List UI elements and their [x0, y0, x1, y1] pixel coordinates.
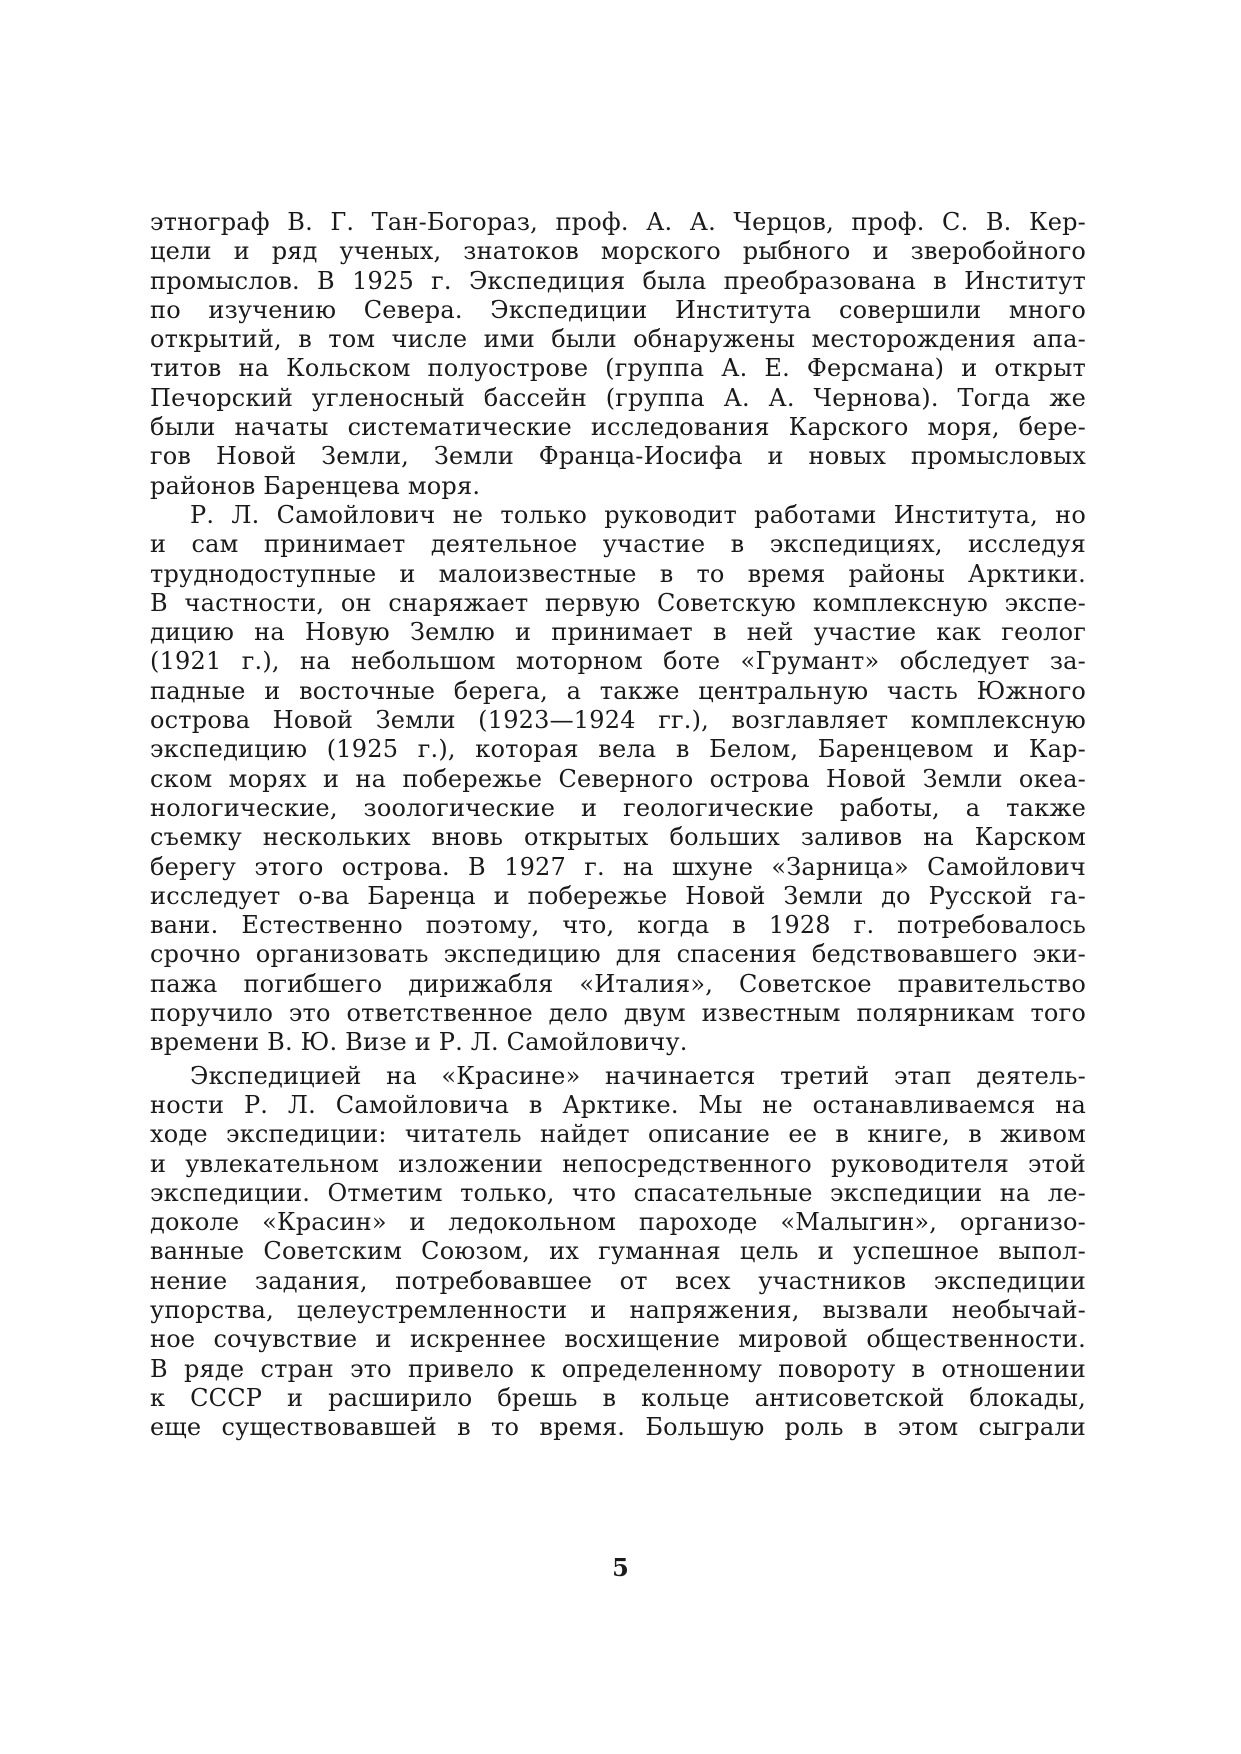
- text-line: к СССР и расширило брешь в кольце антисоветской блокады,: [150, 1383, 1086, 1412]
- page-number: 5: [612, 1553, 629, 1582]
- text-line: ности Р. Л. Самойловича в Арктике. Мы не останавливаемся на: [150, 1090, 1086, 1119]
- text-line: промыслов. В 1925 г. Экспедиция была преобразована в Институт: [150, 266, 1086, 295]
- text-line: Экспедицией на «Красине» начинается третий этап деятель-: [190, 1061, 1086, 1090]
- text-line: нение задания, потребовавшее от всех участников экспедиции: [150, 1266, 1086, 1295]
- text-line: труднодоступные и малоизвестные в то время районы Арктики.: [150, 559, 1086, 588]
- text-line: ходе экспедиции: читатель найдет описание ее в книге, в живом: [150, 1120, 1086, 1149]
- text-line: Печорский угленосный бассейн (группа А. А. Чернова). Тогда же: [150, 383, 1086, 412]
- text-line: титов на Кольском полуострове (группа А. Е. Ферсмана) и открыт: [150, 354, 1086, 383]
- text-line: пажа погибшего дирижабля «Италия», Советское правительство: [150, 969, 1086, 998]
- text-line: В ряде стран это привело к определенному повороту в отношении: [150, 1354, 1086, 1383]
- text-line: Р. Л. Самойлович не только руководит работами Института, но: [190, 500, 1086, 529]
- paragraph-2: [150, 501, 1086, 1058]
- text-line: острова Новой Земли (1923—1924 гг.), возглавляет комплексную: [150, 706, 1086, 735]
- paragraph-1: [150, 208, 1086, 501]
- text-line: дицию на Новую Землю и принимает в ней участие как геолог: [150, 618, 1086, 647]
- text-line: срочно организовать экспедицию для спасения бедствовавшего эки-: [150, 940, 1086, 969]
- text-line: и увлекательном изложении непосредственного руководителя этой: [150, 1149, 1086, 1178]
- text-line: по изучению Севера. Экспедиции Института совершили много: [150, 295, 1086, 324]
- text-line: экспедицию (1925 г.), которая вела в Белом, Баренцевом и Кар-: [150, 735, 1086, 764]
- text-line: поручило это ответственное дело двум известным полярникам того: [150, 999, 1086, 1028]
- text-line: упорства, целеустремленности и напряжения, вызвали необычай-: [150, 1295, 1086, 1324]
- text-line: вани. Естественно поэтому, что, когда в 1928 г. потребовалось: [150, 911, 1086, 940]
- text-line: (1921 г.), на небольшом моторном боте «Грумант» обследует за-: [150, 647, 1086, 676]
- text-line: открытий, в том числе ими были обнаружены месторождения апа-: [150, 325, 1086, 354]
- text-line: были начаты систематические исследования Карского моря, бере-: [150, 413, 1086, 442]
- text-line: В частности, он снаряжает первую Советскую комплексную экспе-: [150, 588, 1086, 617]
- text-line: съемку нескольких вновь открытых больших заливов на Карском: [150, 823, 1086, 852]
- text-line: гов Новой Земли, Земли Франца-Иосифа и новых промысловых: [150, 442, 1086, 471]
- text-line: исследует о-ва Баренца и побережье Новой Земли до Русской га-: [150, 881, 1086, 910]
- text-line: ском морях и на побережье Северного острова Новой Земли океа-: [150, 764, 1086, 793]
- text-line: экспедиции. Отметим только, что спасательные экспедиции на ле-: [150, 1178, 1086, 1207]
- text-line: берегу этого острова. В 1927 г. на шхуне «Зарница» Самойлович: [150, 852, 1086, 881]
- text-line: нологические, зоологические и геологические работы, а также: [150, 793, 1086, 822]
- text-line: времени В. Ю. Визе и Р. Л. Самойловичу.: [150, 1028, 688, 1057]
- paragraph-3: [150, 1062, 1086, 1443]
- text-line: падные и восточные берега, а также центральную часть Южного: [150, 676, 1086, 705]
- text-line: еще существовавшей в то время. Большую роль в этом сыграли: [150, 1413, 1086, 1442]
- text-line: этнограф В. Г. Тан-Богораз, проф. А. А. Черцов, проф. С. В. Кер-: [150, 208, 1086, 236]
- text-line: цели и ряд ученых, знатоков морского рыбного и зверобойного: [150, 237, 1086, 266]
- text-line: доколе «Красин» и ледокольном пароходе «Малыгин», организо-: [150, 1208, 1086, 1237]
- text-line: ванные Советским Союзом, их гуманная цель и успешное выпол-: [150, 1237, 1086, 1266]
- text-line: ное сочувствие и искреннее восхищение мировой общественности.: [150, 1325, 1086, 1354]
- body-text: [150, 208, 1086, 1442]
- text-line: и сам принимает деятельное участие в экспедициях, исследуя: [150, 530, 1086, 559]
- text-line: районов Баренцева моря.: [150, 471, 481, 500]
